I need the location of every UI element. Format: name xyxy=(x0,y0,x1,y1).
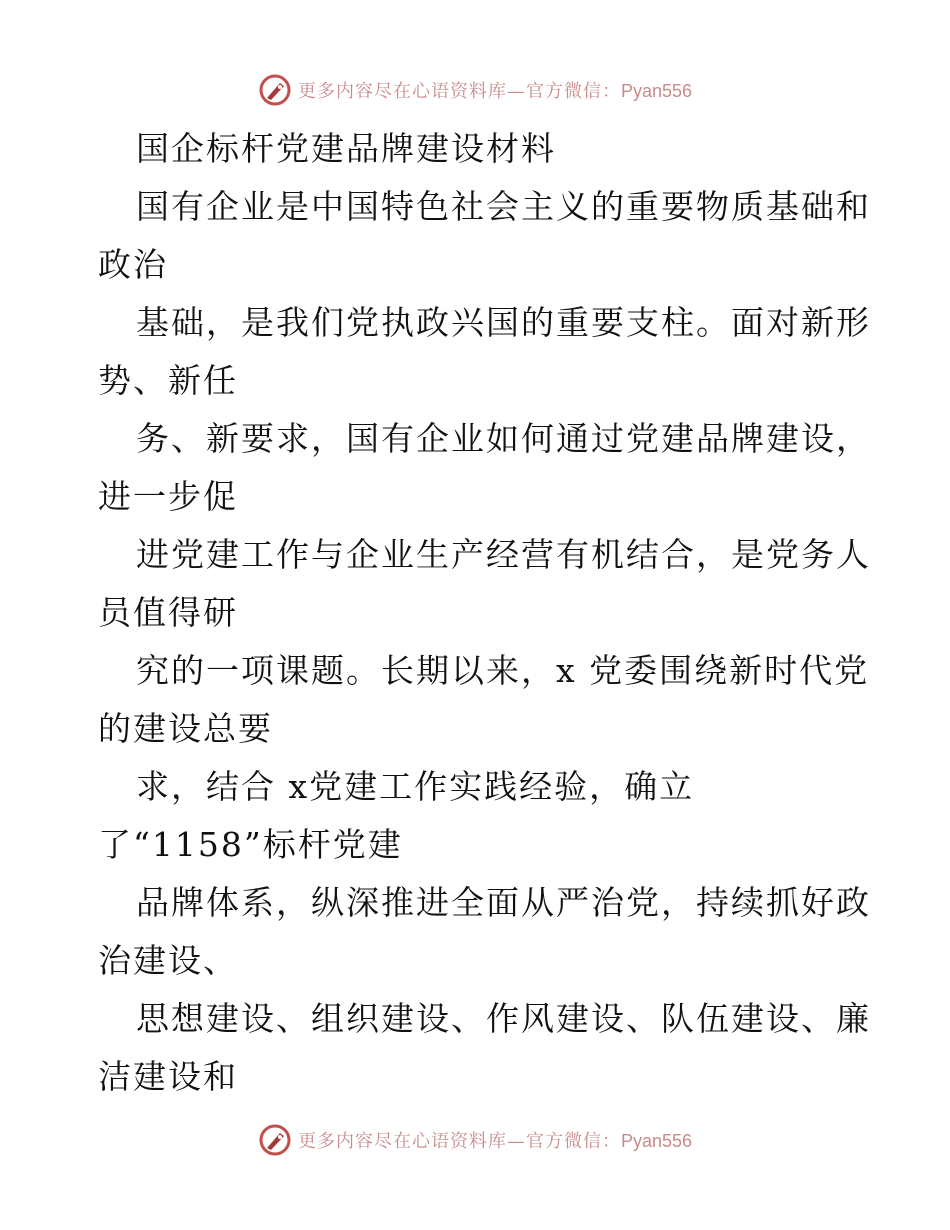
paragraph-line: 势、新任 xyxy=(98,361,238,400)
paragraph-line: 了“1158”标杆党建 xyxy=(98,825,403,864)
paragraph-line: 洁建设和 xyxy=(98,1057,238,1096)
paragraph-line: 求，结合 x党建工作实践经验，确立 xyxy=(136,767,695,806)
paragraph-line: 的建设总要 xyxy=(98,709,273,748)
paragraph-line: 进一步促 xyxy=(98,477,238,516)
watermark-text: 更多内容尽在心语资料库—官方微信：Pyan556 xyxy=(297,1131,693,1152)
paragraph-line: 治建设、 xyxy=(98,941,238,980)
paragraph-line: 究的一项课题。长期以来，x 党委围绕新时代党 xyxy=(136,651,870,690)
paragraph-line: 务、新要求，国有企业如何通过党建品牌建设， xyxy=(136,419,871,458)
paragraph-line: 进党建工作与企业生产经营有机结合，是党务人 xyxy=(136,535,871,574)
header-watermark xyxy=(0,70,950,110)
paragraph-line: 国有企业是中国特色社会主义的重要物质基础和 xyxy=(136,187,871,226)
document-body xyxy=(98,120,871,1106)
paragraph-line: 员值得研 xyxy=(98,593,238,632)
pen-nib-logo-icon xyxy=(258,73,292,107)
paragraph-line: 基础，是我们党执政兴国的重要支柱。面对新形 xyxy=(136,303,871,342)
paragraph-line: 思想建设、组织建设、作风建设、队伍建设、廉 xyxy=(136,999,871,1038)
paragraph-line: 品牌体系，纵深推进全面从严治党，持续抓好政 xyxy=(136,883,871,922)
pen-nib-logo-icon xyxy=(258,1123,292,1157)
paragraph-line: 政治 xyxy=(98,245,168,284)
watermark-text: 更多内容尽在心语资料库—官方微信：Pyan556 xyxy=(297,81,693,102)
document-title: 国企标杆党建品牌建设材料 xyxy=(136,129,556,168)
footer-watermark xyxy=(0,1120,950,1160)
